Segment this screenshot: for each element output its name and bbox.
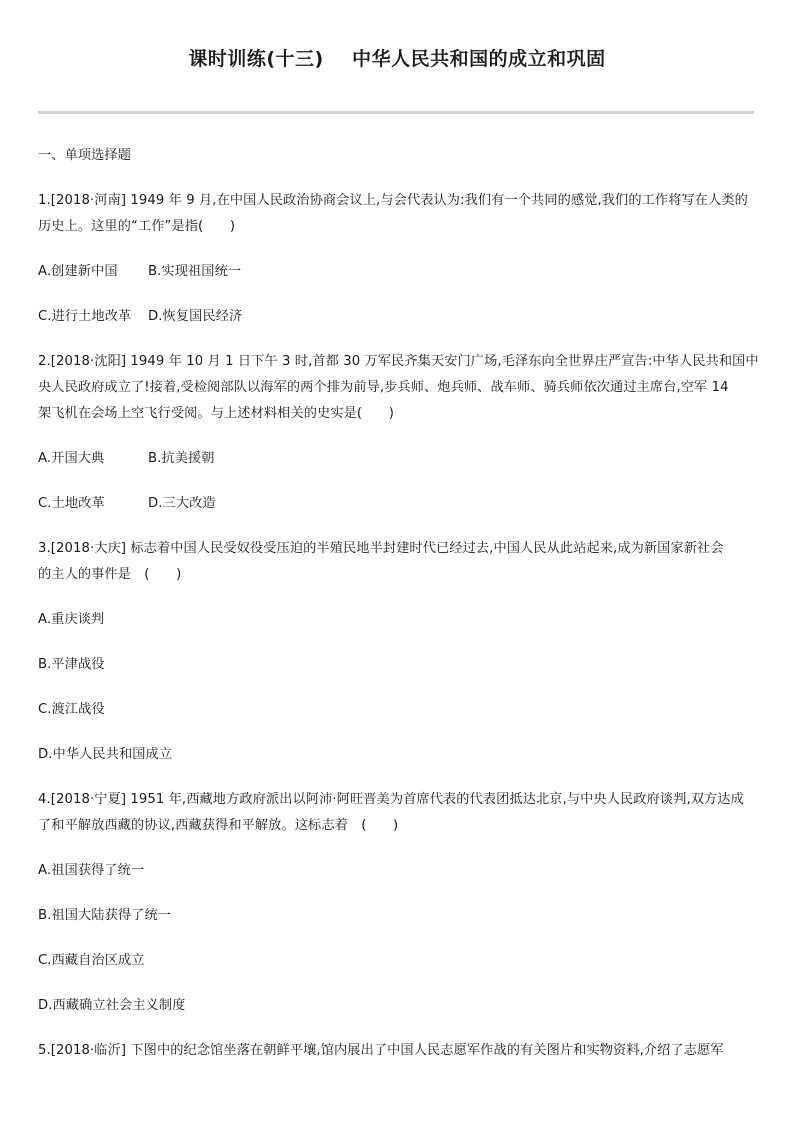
option-row [38, 259, 756, 285]
question-stem-line: 3.[2018·大庆] 标志着中国人民受奴役受压迫的半殖民地半封建时代已经过去,中国人民从此站起来,成为新国家新社会 [38, 541, 724, 556]
option-b[interactable]: B.抗美援朝 [148, 451, 215, 466]
option-b[interactable]: B.平津战役 [38, 657, 105, 672]
option-c[interactable]: C.进行土地改革 [38, 309, 132, 324]
option-d[interactable]: D.恢复国民经济 [148, 309, 243, 324]
option-row [38, 304, 756, 330]
option-b[interactable]: B.祖国大陆获得了统一 [38, 908, 172, 923]
question-stem-line: 2.[2018·沈阳] 1949 年 10 月 1 日下午 3 时,首都 30 万军民齐集天安门广场,毛泽东向全世界庄严宣告:中华人民共和国中 [38, 354, 759, 369]
question-stem-line: 5.[2018·临沂] 下图中的纪念馆坐落在朝鲜平壤,馆内展出了中国人民志愿军作战的有关图片和实物资料,介绍了志愿军 [38, 1043, 724, 1058]
option-b[interactable]: B.实现祖国统一 [148, 264, 242, 279]
section-heading: 一、单项选择题 [38, 148, 132, 163]
option-d[interactable]: D.中华人民共和国成立 [38, 747, 173, 762]
question-stem-line: 了和平解放西藏的协议,西藏获得和平解放。这标志着 ( ) [38, 818, 399, 833]
question-1 [38, 188, 756, 330]
option-c[interactable]: C.渡江战役 [38, 702, 105, 717]
content [38, 143, 759, 1064]
question-stem-line: 央人民政府成立了!接着,受检阅部队以海军的两个排为前导,步兵师、炮兵师、战车师、骑兵师依次通过主席台,空军 14 [38, 380, 729, 395]
question-stem-line: 1.[2018·河南] 1949 年 9 月,在中国人民政治协商会议上,与会代表认为:我们有一个共同的感觉,我们的工作将写在人类的 [38, 193, 748, 208]
title-divider [38, 111, 754, 114]
page-title: 课时训练(十三) 中华人民共和国的成立和巩固 [188, 48, 606, 70]
option-d[interactable]: D.西藏确立社会主义制度 [38, 998, 186, 1013]
option-row [38, 446, 756, 472]
option-c[interactable]: C.西藏自治区成立 [38, 953, 145, 968]
option-a[interactable]: A.祖国获得了统一 [38, 863, 145, 878]
question-4 [38, 787, 756, 1019]
option-a[interactable]: A.重庆谈判 [38, 612, 105, 627]
question-5 [38, 1038, 756, 1064]
question-2 [38, 349, 759, 517]
question-stem-line: 4.[2018·宁夏] 1951 年,西藏地方政府派出以阿沛·阿旺晋美为首席代表的代表团抵达北京,与中央人民政府谈判,双方达成 [38, 792, 744, 807]
option-c[interactable]: C.土地改革 [38, 496, 105, 511]
question-stem-line: 架飞机在会场上空飞行受阅。与上述材料相关的史实是( ) [38, 406, 394, 421]
question-stem-line: 的主人的事件是 ( ) [38, 567, 182, 582]
option-d[interactable]: D.三大改造 [148, 496, 216, 511]
question-3 [38, 536, 756, 768]
option-row [38, 491, 756, 517]
question-stem-line: 历史上。这里的“工作”是指( ) [38, 219, 236, 234]
option-a[interactable]: A.开国大典 [38, 451, 105, 466]
option-a[interactable]: A.创建新中国 [38, 264, 118, 279]
